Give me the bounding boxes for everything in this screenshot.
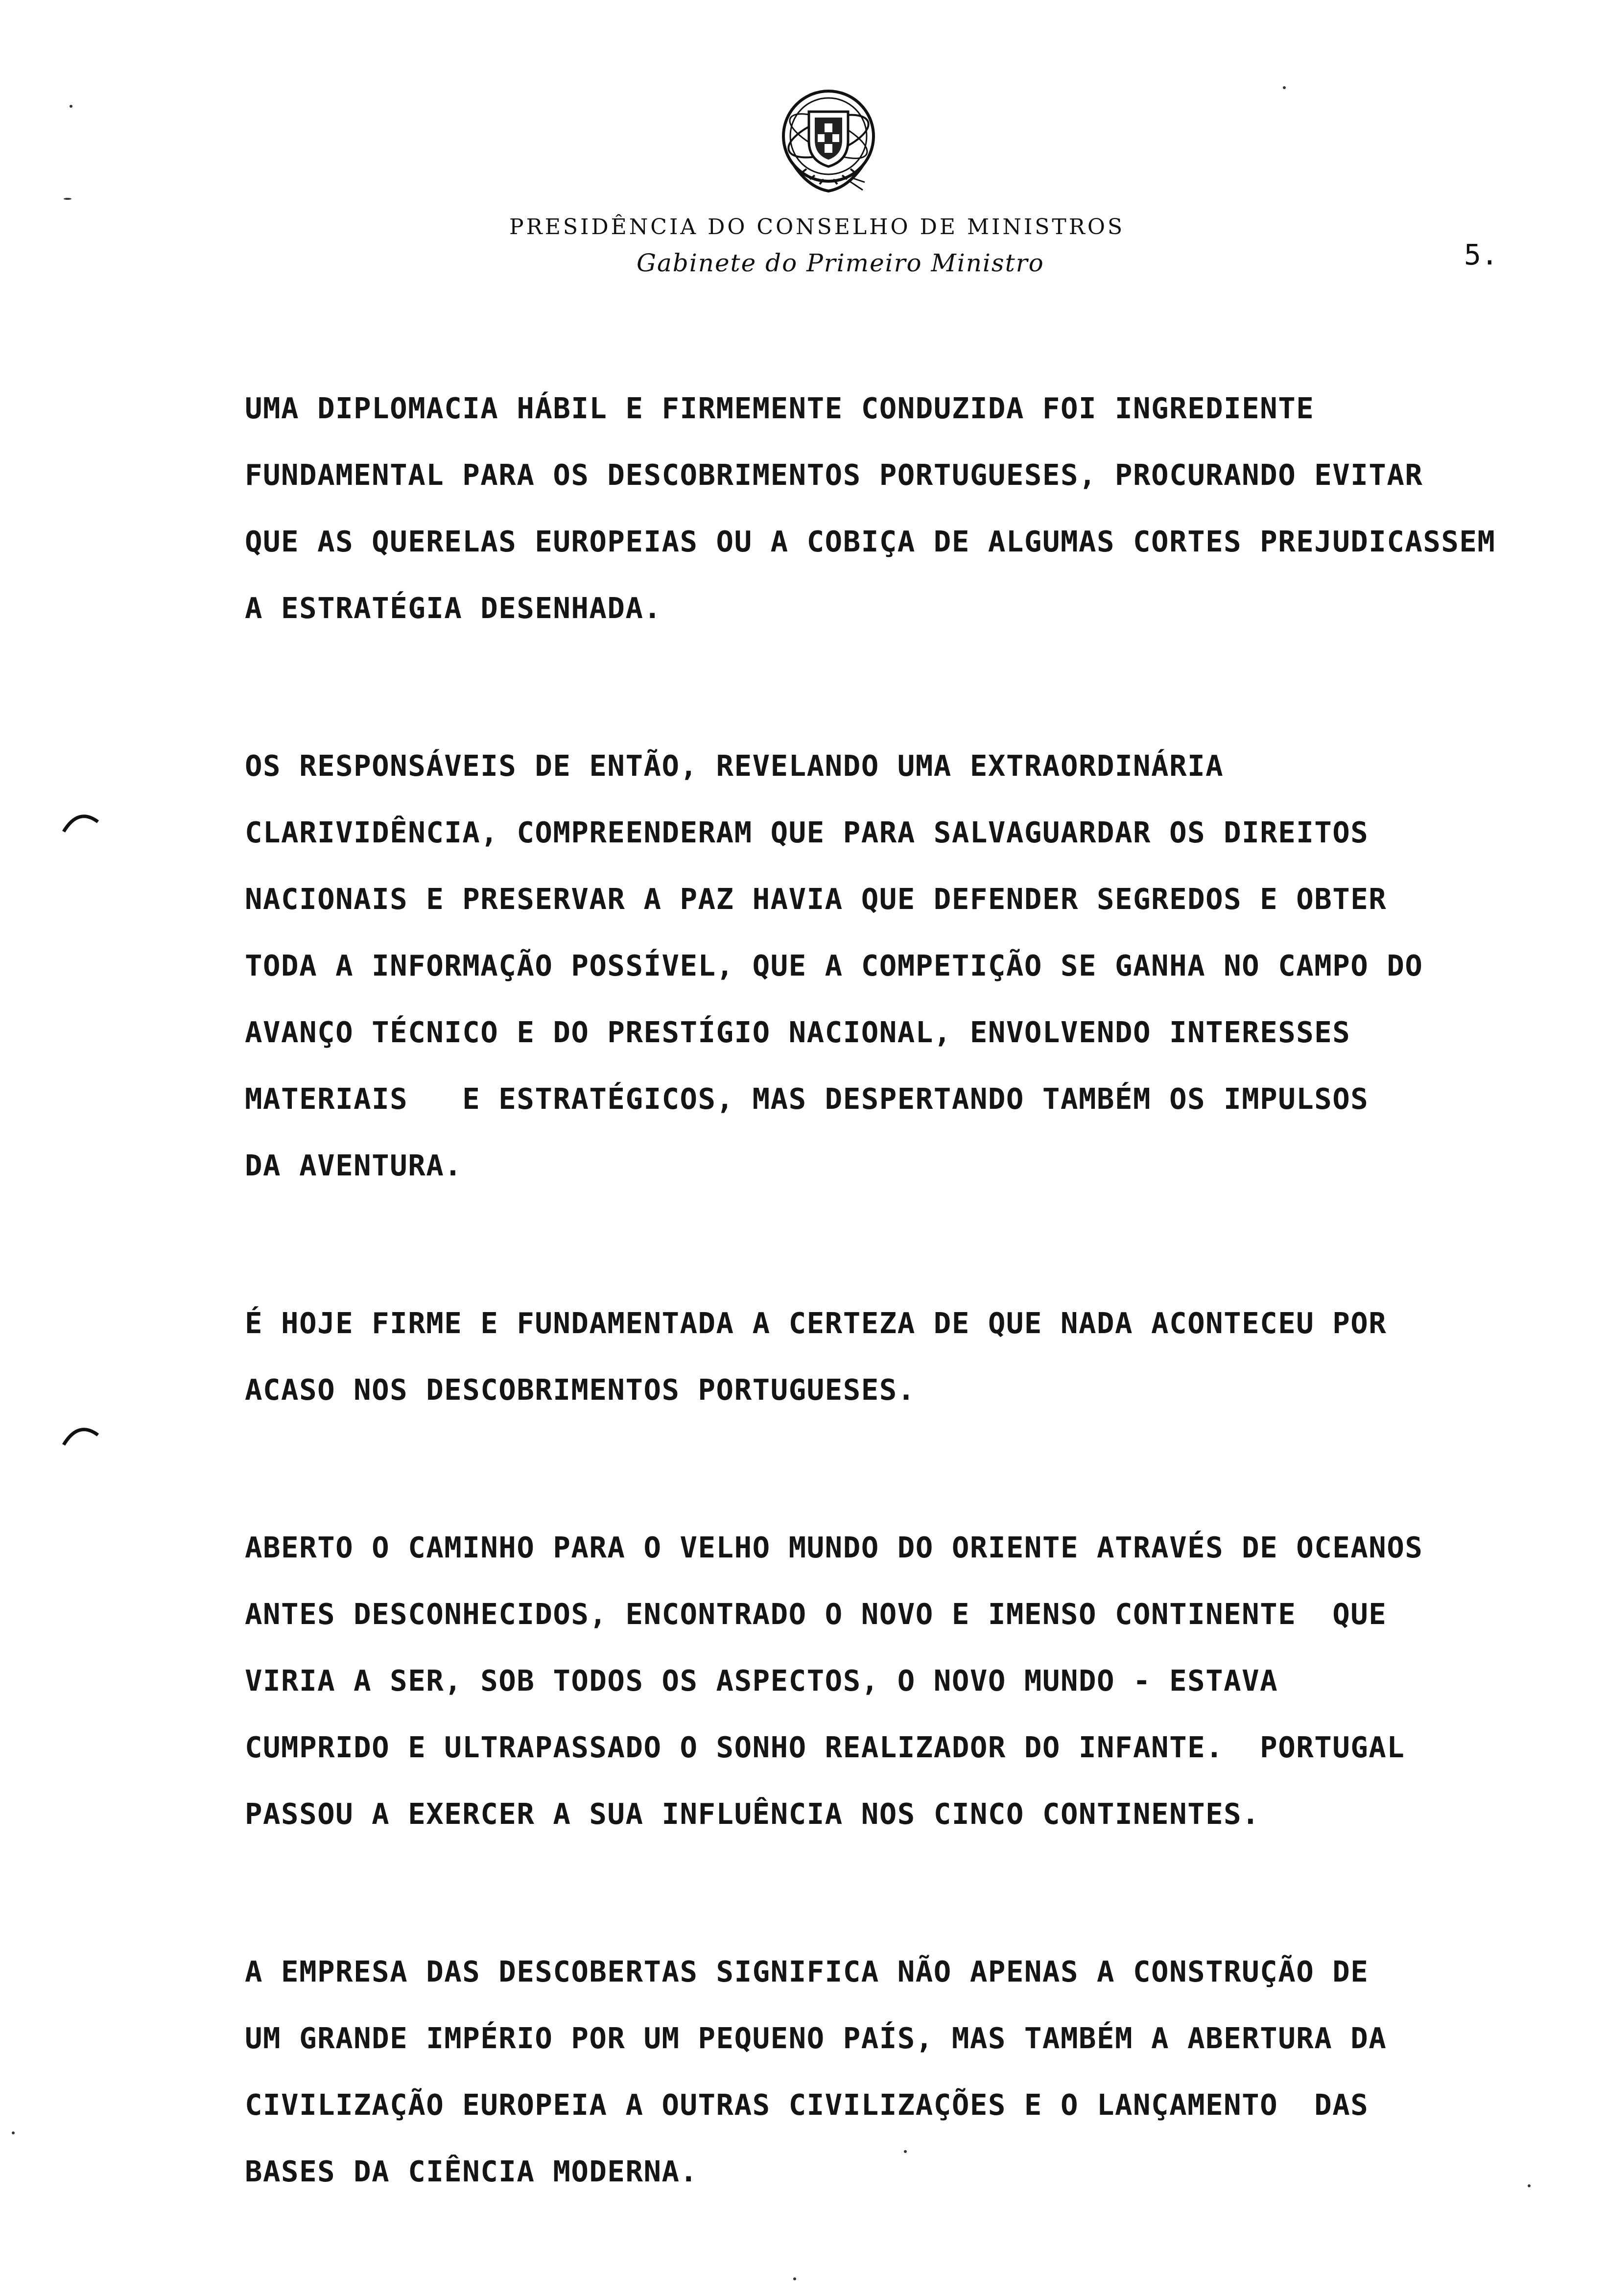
text-line: UMA DIPLOMACIA HÁBIL E FIRMEMENTE CONDUZIDA FOI INGREDIENTE — [245, 391, 1315, 425]
text-line: NACIONAIS E PRESERVAR A PAZ HAVIA QUE DEFENDER SEGREDOS E OBTER — [245, 882, 1387, 916]
text-line: A EMPRESA DAS DESCOBERTAS SIGNIFICA NÃO APENAS A CONSTRUÇÃO DE — [245, 1955, 1369, 1988]
paragraph — [245, 1938, 1601, 2205]
text-line: PASSOU A EXERCER A SUA INFLUÊNCIA NOS CINCO CONTINENTES. — [245, 1797, 1260, 1831]
coat-of-arms-emblem — [775, 82, 882, 200]
page-number: 5. — [1464, 238, 1498, 271]
text-line: FUNDAMENTAL PARA OS DESCOBRIMENTOS PORTUGUESES, PROCURANDO EVITAR — [245, 458, 1423, 492]
text-line: ANTES DESCONHECIDOS, ENCONTRADO O NOVO E IMENSO CONTINENTE QUE — [245, 1597, 1387, 1631]
text-line: TODA A INFORMAÇÃO POSSÍVEL, QUE A COMPETIÇÃO SE GANHA NO CAMPO DO — [245, 949, 1423, 982]
scan-speck — [1283, 86, 1286, 89]
text-line: QUE AS QUERELAS EUROPEIAS OU A COBIÇA DE ALGUMAS CORTES PREJUDICASSEM — [245, 525, 1496, 558]
text-line: CUMPRIDO E ULTRAPASSADO O SONHO REALIZADOR DO INFANTE. PORTUGAL — [245, 1730, 1405, 1764]
paragraph — [245, 1514, 1601, 1847]
organization-name: PRESIDÊNCIA DO CONSELHO DE MINISTROS — [509, 215, 1125, 239]
text-line: MATERIAIS E ESTRATÉGICOS, MAS DESPERTANDO TAMBÉM OS IMPULSOS — [245, 1082, 1369, 1116]
scan-speck — [64, 198, 71, 200]
paragraph — [245, 733, 1601, 1199]
text-line: É HOJE FIRME E FUNDAMENTADA A CERTEZA DE QUE NADA ACONTECEU POR — [245, 1306, 1387, 1340]
text-line: OS RESPONSÁVEIS DE ENTÃO, REVELANDO UMA EXTRAORDINÁRIA — [245, 749, 1224, 783]
body-text — [245, 375, 1601, 2296]
paragraph — [245, 1290, 1601, 1423]
text-line: CIVILIZAÇÃO EUROPEIA A OUTRAS CIVILIZAÇÕES E O LANÇAMENTO DAS — [245, 2088, 1369, 2122]
scan-speck — [70, 105, 72, 108]
text-line: UM GRANDE IMPÉRIO POR UM PEQUENO PAÍS, MAS TAMBÉM A ABERTURA DA — [245, 2021, 1387, 2055]
office-name: Gabinete do Primeiro Ministro — [637, 249, 1044, 277]
paragraph — [245, 375, 1601, 642]
text-line: VIRIA A SER, SOB TODOS OS ASPECTOS, O NOVO MUNDO - ESTAVA — [245, 1664, 1278, 1698]
text-line: DA AVENTURA. — [245, 1148, 463, 1182]
text-line: A ESTRATÉGIA DESENHADA. — [245, 591, 662, 625]
punch-hole-mark — [59, 807, 103, 837]
text-line: AVANÇO TÉCNICO E DO PRESTÍGIO NACIONAL, ENVOLVENDO INTERESSES — [245, 1015, 1351, 1049]
text-line: ACASO NOS DESCOBRIMENTOS PORTUGUESES. — [245, 1373, 916, 1407]
text-line: ABERTO O CAMINHO PARA O VELHO MUNDO DO ORIENTE ATRAVÉS DE OCEANOS — [245, 1531, 1423, 1564]
text-line: CLARIVIDÊNCIA, COMPREENDERAM QUE PARA SALVAGUARDAR OS DIREITOS — [245, 815, 1369, 849]
text-line: BASES DA CIÊNCIA MODERNA. — [245, 2154, 698, 2188]
scan-speck — [12, 2131, 15, 2134]
punch-hole-mark — [59, 1420, 103, 1450]
